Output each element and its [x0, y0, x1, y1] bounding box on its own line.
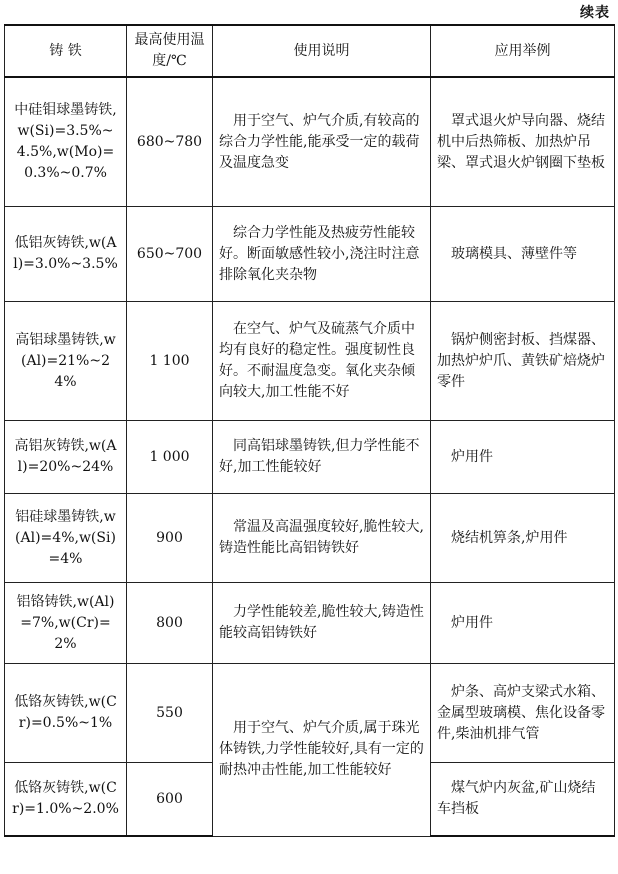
application-examples-cell: 玻璃模具、薄壁件等 — [431, 207, 615, 302]
application-examples-cell: 锅炉侧密封板、挡煤器、加热炉炉爪、黄铁矿焙烧炉零件 — [431, 302, 615, 421]
header-application-examples: 应用举例 — [431, 25, 615, 77]
table-row — [5, 207, 615, 302]
usage-notes-cell: 力学性能较差,脆性较大,铸造性能较高铝铸铁好 — [213, 583, 431, 664]
material-cell: 低铝灰铸铁,w(Al)=3.0%~3.5% — [5, 207, 127, 302]
application-examples-cell: 烧结机箅条,炉用件 — [431, 494, 615, 583]
usage-notes-cell: 用于空气、炉气介质,属于珠光体铸铁,力学性能较好,具有一定的耐热冲击性能,加工性能较好 — [213, 664, 431, 837]
header-usage-notes: 使用说明 — [213, 25, 431, 77]
max-temperature-cell: 900 — [127, 494, 213, 583]
usage-notes-cell: 综合力学性能及热疲劳性能较好。断面敏感性较小,浇注时注意排除氧化夹杂物 — [213, 207, 431, 302]
table-row — [5, 494, 615, 583]
application-examples-cell: 煤气炉内灰盆,矿山烧结车挡板 — [431, 763, 615, 837]
material-cell: 低铬灰铸铁,w(Cr)=1.0%~2.0% — [5, 763, 127, 837]
max-temperature-cell: 600 — [127, 763, 213, 837]
max-temperature-cell: 680~780 — [127, 77, 213, 207]
max-temperature-cell: 550 — [127, 664, 213, 763]
application-examples-cell: 罩式退火炉导向器、烧结机中后热筛板、加热炉吊梁、罩式退火炉钢圈下垫板 — [431, 77, 615, 207]
table-continuation-caption: 续表 — [580, 5, 610, 21]
max-temperature-cell: 1 100 — [127, 302, 213, 421]
max-temperature-cell: 1 000 — [127, 421, 213, 494]
heat-resistant-cast-iron-table — [4, 24, 615, 837]
material-cell: 中硅钼球墨铸铁,w(Si)=3.5%~4.5%,w(Mo)=0.3%~0.7% — [5, 77, 127, 207]
usage-notes-cell: 同高铝球墨铸铁,但力学性能不好,加工性能较好 — [213, 421, 431, 494]
material-cell: 高铝灰铸铁,w(Al)=20%~24% — [5, 421, 127, 494]
application-examples-cell: 炉用件 — [431, 583, 615, 664]
material-cell: 铝硅球墨铸铁,w(Al)=4%,w(Si)=4% — [5, 494, 127, 583]
table-header-row — [5, 25, 615, 77]
table-row — [5, 664, 615, 763]
application-examples-cell: 炉用件 — [431, 421, 615, 494]
application-examples-cell: 炉条、高炉支梁式水箱、金属型玻璃模、焦化设备零件,柴油机排气管 — [431, 664, 615, 763]
max-temperature-cell: 650~700 — [127, 207, 213, 302]
header-material: 铸 铁 — [5, 25, 127, 77]
material-cell: 铝铬铸铁,w(Al)=7%,w(Cr)=2% — [5, 583, 127, 664]
material-cell: 高铝球墨铸铁,w(Al)=21%~24% — [5, 302, 127, 421]
header-max-temperature: 最高使用温度/℃ — [127, 25, 213, 77]
usage-notes-cell: 用于空气、炉气介质,有较高的综合力学性能,能承受一定的载荷及温度急变 — [213, 77, 431, 207]
max-temperature-cell: 800 — [127, 583, 213, 664]
table-row — [5, 77, 615, 207]
table-row — [5, 421, 615, 494]
usage-notes-cell: 在空气、炉气及硫蒸气介质中均有良好的稳定性。强度韧性良好。不耐温度急变。氧化夹杂倾向较大,加工性能不好 — [213, 302, 431, 421]
material-cell: 低铬灰铸铁,w(Cr)=0.5%~1% — [5, 664, 127, 763]
table-row — [5, 583, 615, 664]
table-row — [5, 302, 615, 421]
usage-notes-cell: 常温及高温强度较好,脆性较大,铸造性能比高铝铸铁好 — [213, 494, 431, 583]
